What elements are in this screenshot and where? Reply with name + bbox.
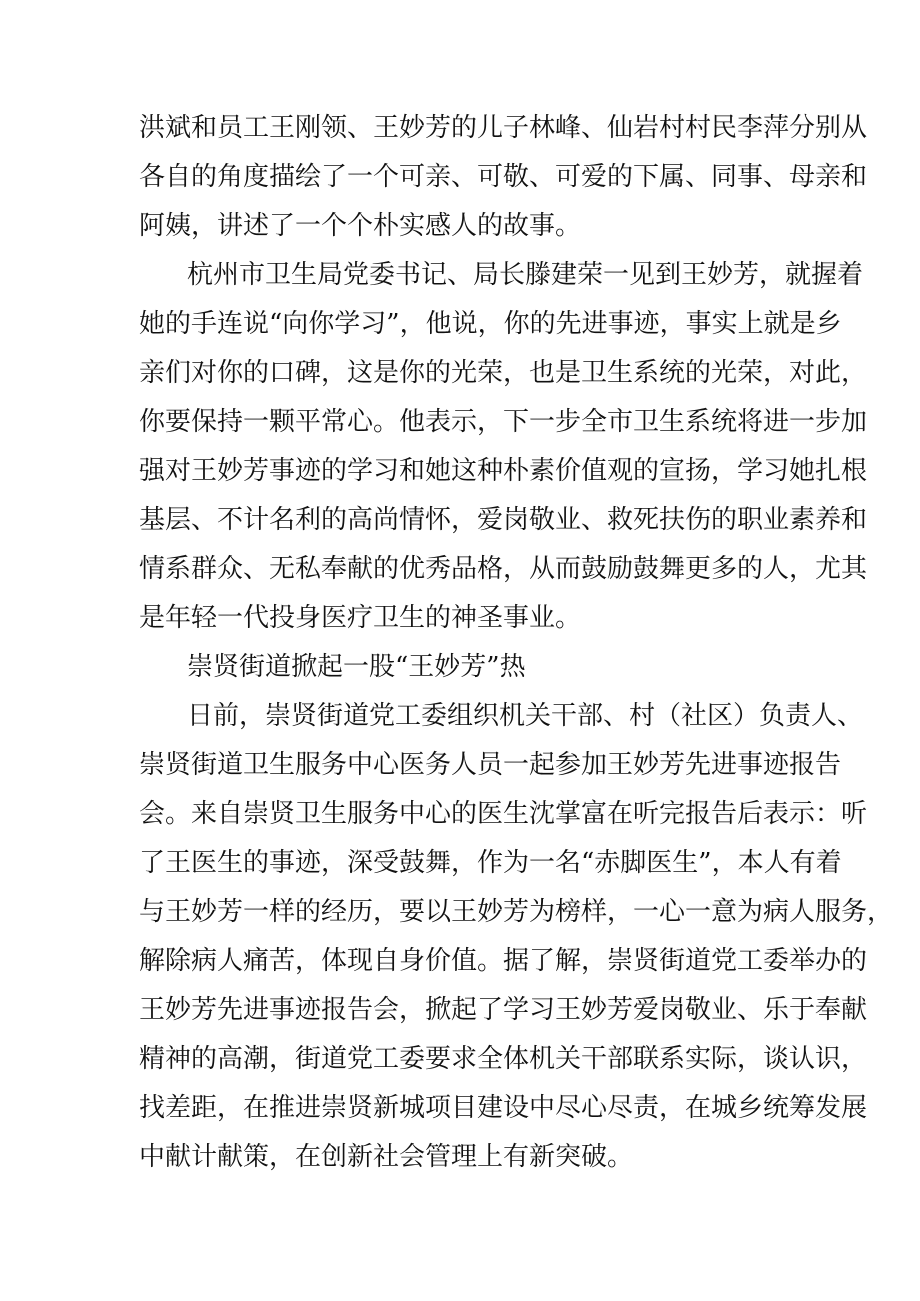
paragraph-3-line-9: 找差距，在推进崇贤新城项目建设中尽心尽责，在城乡统筹发展	[139, 1093, 868, 1123]
paragraph-3-line-1: 日前，崇贤街道党工委组织机关干部、村（社区）负责人、	[187, 701, 864, 731]
paragraph-2-line-8: 是年轻一代投身医疗卫生的神圣事业。	[139, 603, 582, 633]
paragraph-2-line-7: 情系群众、无私奉献的优秀品格，从而鼓励鼓舞更多的人，尤其	[139, 554, 868, 584]
paragraph-3-line-7: 王妙芳先进事迹报告会，掀起了学习王妙芳爱岗敬业、乐于奉献	[139, 995, 868, 1025]
paragraph-2-line-1: 杭州市卫生局党委书记、局长滕建荣一见到王妙芳，就握着	[187, 260, 864, 290]
paragraph-3-line-3: 会。来自崇贤卫生服务中心的医生沈掌富在听完报告后表示：听	[139, 799, 868, 829]
paragraph-2-line-3: 亲们对你的口碑，这是你的光荣，也是卫生系统的光荣，对此，	[139, 358, 868, 388]
paragraph-1-line-3: 阿姨，讲述了一个个朴实感人的故事。	[139, 211, 582, 241]
paragraph-3-line-8: 精神的高潮，街道党工委要求全体机关干部联系实际，谈认识，	[139, 1044, 868, 1074]
paragraph-2-line-4: 你要保持一颗平常心。他表示，下一步全市卫生系统将进一步加	[139, 407, 868, 437]
section-heading: 崇贤街道掀起一股“王妙芳”热	[187, 652, 526, 682]
paragraph-2-line-5: 强对王妙芳事迹的学习和她这种朴素价值观的宣扬，学习她扎根	[139, 456, 868, 486]
paragraph-2-line-2: 她的手连说“向你学习”，他说，你的先进事迹，事实上就是乡	[139, 309, 842, 339]
paragraph-1-line-2: 各自的角度描绘了一个可亲、可敬、可爱的下属、同事、母亲和	[139, 162, 868, 192]
paragraph-3-line-2: 崇贤街道卫生服务中心医务人员一起参加王妙芳先进事迹报告	[139, 750, 842, 780]
paragraph-1-line-1: 洪斌和员工王刚领、王妙芳的儿子林峰、仙岩村村民李萍分别从	[139, 113, 868, 143]
paragraph-3-line-5: 与王妙芳一样的经历，要以王妙芳为榜样，一心一意为病人服务，	[139, 897, 894, 927]
paragraph-3-line-6: 解除病人痛苦，体现自身价值。据了解，崇贤街道党工委举办的	[139, 946, 868, 976]
paragraph-3-line-10: 中献计献策，在创新社会管理上有新突破。	[139, 1142, 634, 1172]
paragraph-3-line-4: 了王医生的事迹，深受鼓舞，作为一名“赤脚医生”，本人有着	[139, 848, 842, 878]
paragraph-2-line-6: 基层、不计名利的高尚情怀，爱岗敬业、救死扶伤的职业素养和	[139, 505, 868, 535]
